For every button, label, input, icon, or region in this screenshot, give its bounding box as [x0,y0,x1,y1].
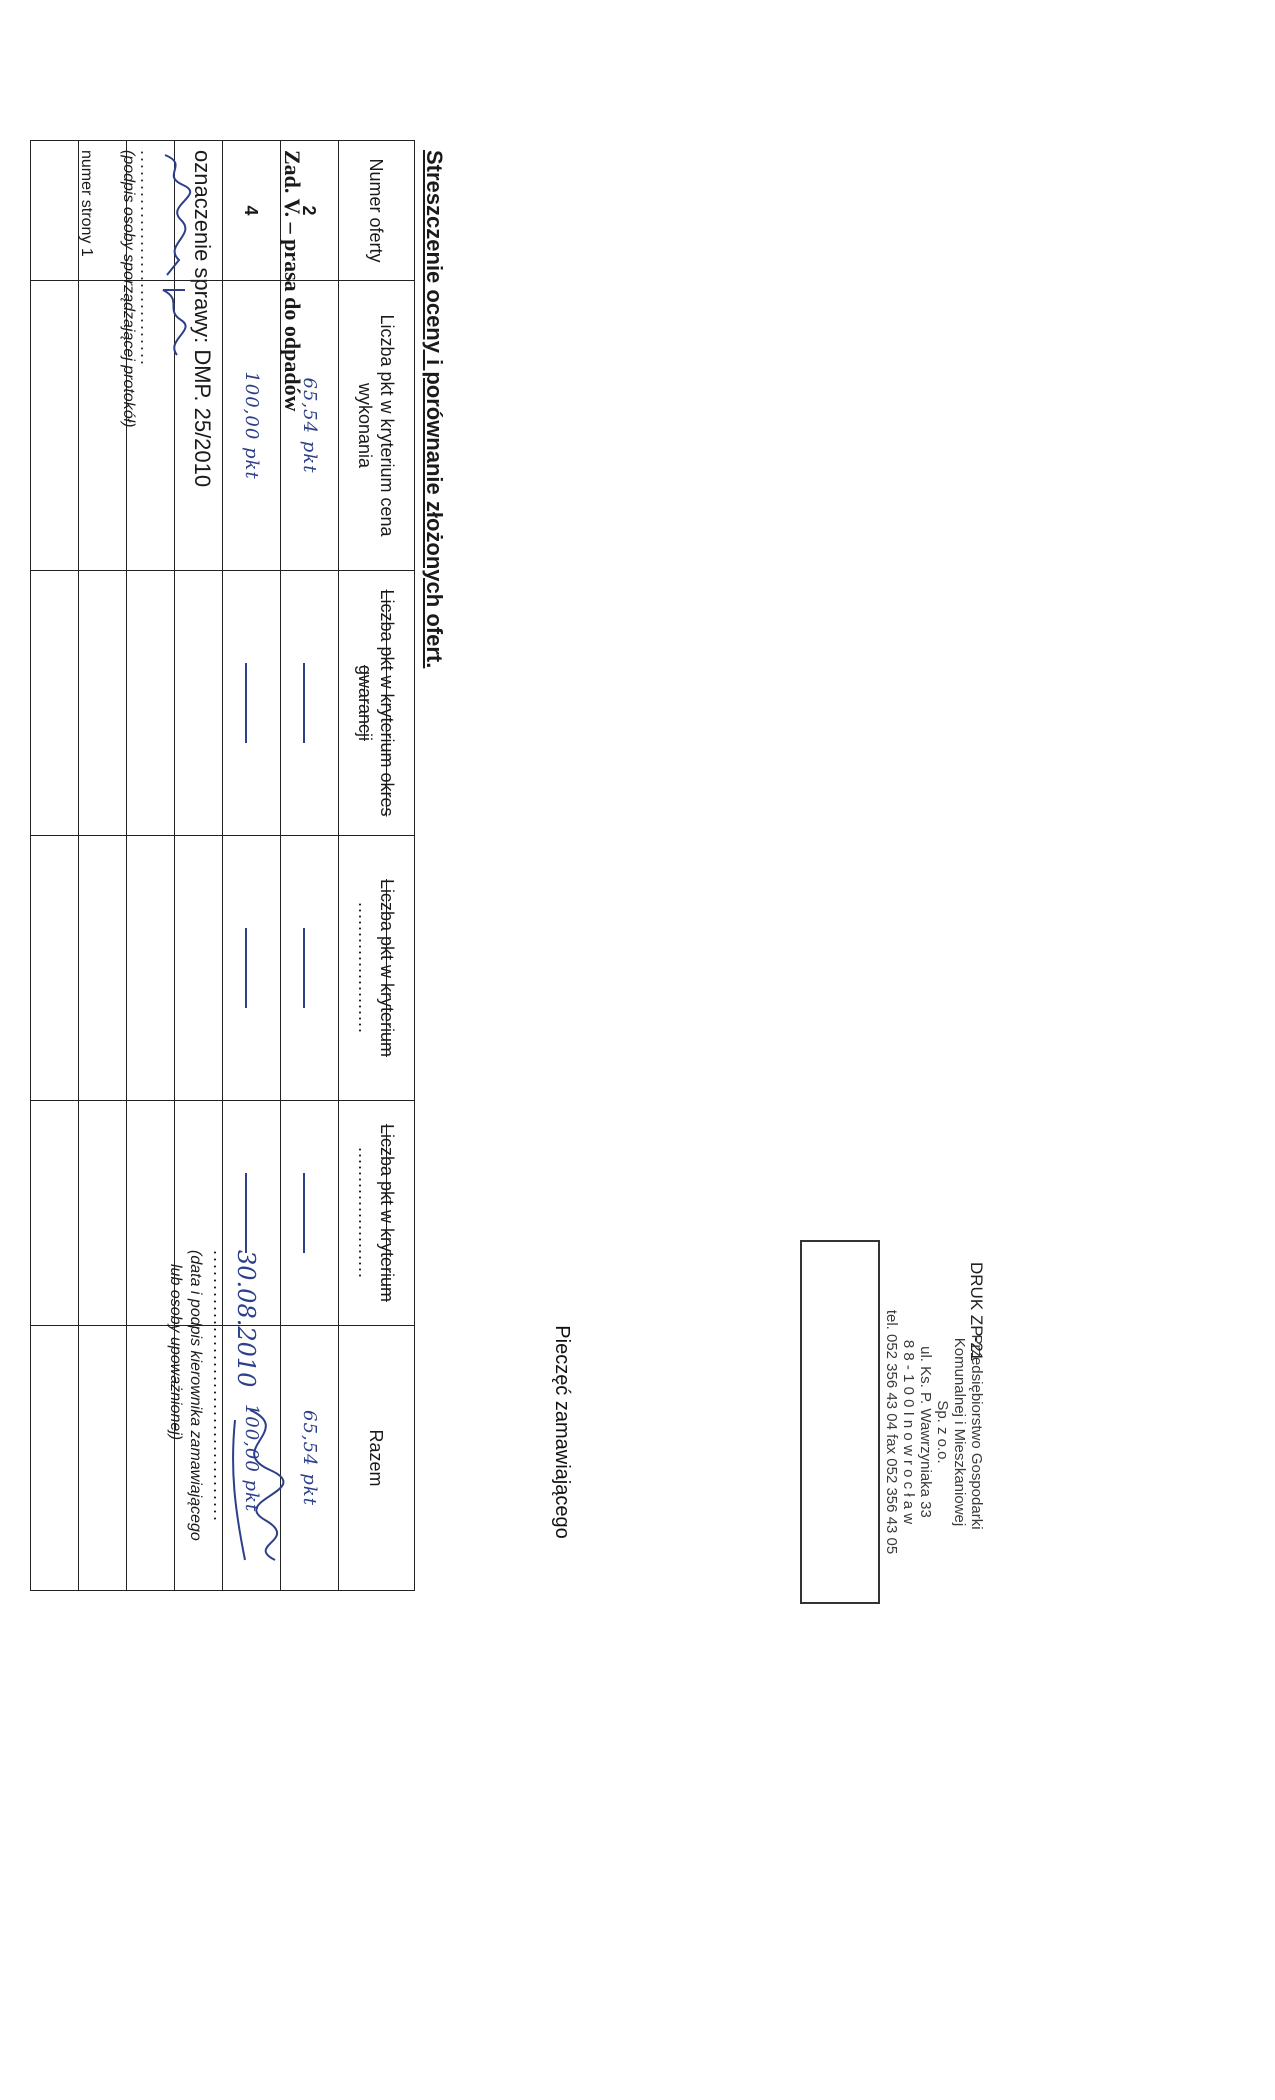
offer-number: 4 [223,141,281,281]
table-row [281,141,339,1591]
price-points: 65,54 pkt [281,281,339,571]
page-number: numer strony 1 [78,150,95,257]
stamp-caption: Pieczęć zamawiającego [551,1325,573,1539]
dash-mark [246,1173,248,1253]
case-reference: oznaczenie sprawy: DMP. 25/2010 [190,150,215,488]
task-title: Zad. V. – prasa do odpadów [280,150,305,412]
header-criterion-4-dots: ...................... [355,1146,376,1280]
header-criterion-4-label: Liczba pkt w kryterium [377,1123,398,1303]
warranty-points [281,571,339,836]
stamp-line: Komunalnej i Mieszkaniowej [951,1337,968,1527]
price-points: 100,00 pkt [223,281,281,571]
table-header-row [339,141,415,1591]
stamp-line: Przedsiębiorstwo Gospodarki [968,1334,985,1530]
signature-date: 30.08.2010 [232,1250,260,1388]
summary-title: Streszczenie oceny i porównanie złożonych ofert. [422,150,447,669]
header-offer-number: Numer oferty [339,141,415,281]
form-code: DRUK ZP-21 [967,1262,986,1362]
dash-mark [304,663,306,743]
stamp-line: Sp. z o.o. [934,1400,951,1464]
stamp-line: tel. 052 356 43 04 fax 052 356 43 05 [883,1309,900,1555]
handwritten-signature [220,1400,290,1570]
dash-mark [304,1173,306,1253]
dash-mark [246,663,248,743]
criterion-4-points [281,1101,339,1326]
dash-mark [304,928,306,1008]
dash-mark [246,928,248,1008]
header-criterion-3 [339,836,415,1101]
header-criterion-4 [339,1101,415,1326]
header-price-points: Liczba pkt w kryterium cena wykonania [339,281,415,571]
total-points: 65,54 pkt [281,1326,339,1591]
header-criterion-3-dots: ...................... [355,901,376,1035]
signature-dots: ....................................... [210,1250,230,1524]
stamp-line: ul. Ks. P. Wawrzyniaka 33 [917,1346,934,1518]
header-total: Razem [339,1326,415,1591]
criterion-3-points [223,836,281,1101]
header-warranty-points: Liczba pkt w kryterium okres gwarancji [339,571,415,836]
warranty-points [223,571,281,836]
signature-caption: (podpis osoby sporządzającej protokół) [120,150,137,428]
header-criterion-3-label: Liczba pkt w kryterium [377,878,398,1058]
stamp-box [800,1240,880,1604]
signature-dots: ............................... [137,150,157,368]
handwritten-signature [155,150,195,370]
table-row-empty [31,141,79,1591]
company-stamp [551,1262,986,1602]
signature-caption-line1: (data i podpis kierownika zamawiającego [187,1250,204,1541]
criterion-3-points [281,836,339,1101]
signature-caption-line2: lub osoby upoważnionej) [167,1264,184,1441]
stamp-line: 8 8 - 1 0 0 I n o w r o c ł a w [900,1339,917,1525]
offer-number: 2 [281,141,339,281]
total-points: 100,00 pkt [223,1326,281,1591]
